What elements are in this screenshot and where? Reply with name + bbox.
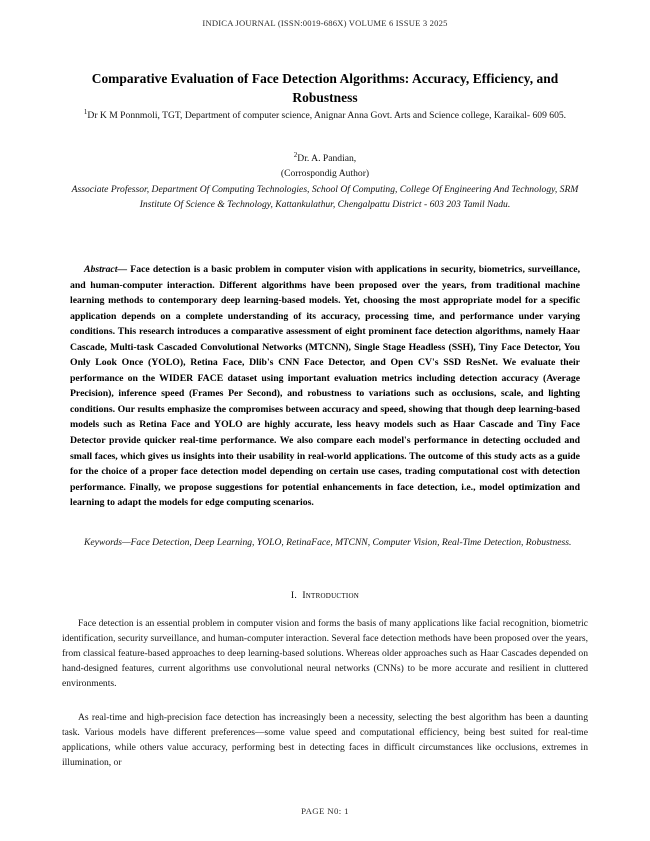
section-heading-introduction [62, 590, 588, 601]
running-header: INDICA JOURNAL (ISSN:0019-686X) VOLUME 6 ISSUE 3 2025 [202, 18, 448, 28]
body-paragraph: Face detection is an essential problem in computer vision and forms the basis of many applications like facial recognition, biometric identification, security surveillance, and human-computer interaction. Several face detection methods have been proposed over the years, from classical feature-based approaches to deep learning-based solutions. Whereas older approaches such as Haar Cascades depended on hand-designed features, current algorithms use convolutional neural networks (CNNs) to be more accurate and resilient in cluttered environments. [62, 617, 588, 689]
keywords-block [70, 535, 580, 550]
author-marker-2: 2 [293, 150, 298, 159]
author-affiliation-second-text: Associate Professor, Department Of Computing Technologies, School Of Computing, College Of Engineering And Technology, SRM Institute Of Science & Technology, Kattankulathur, Chengalpattu District - 603 203 Tamil Nadu. [71, 183, 579, 210]
page-footer: PAGE N0: 1 [301, 806, 349, 816]
section-number: I. [290, 590, 298, 601]
section-title: Introduction [302, 590, 360, 601]
author-name-second: Dr. A. Pandian, [297, 153, 357, 164]
keywords-label: Keywords— [84, 537, 131, 548]
author-marker-1: 1 [83, 107, 88, 116]
body-paragraph: As real-time and high-precision face detection has increasingly been a necessity, selecting the best algorithm has been a daunting task. Various models have different preferences—some value speed and computational efficiency, being best suited for real-time applications, while others value accuracy, performing best in detecting faces in difficult circumstances like occlusions, extremes in illumination, or [62, 711, 588, 768]
keywords-text: Face Detection, Deep Learning, YOLO, RetinaFace, MTCNN, Computer Vision, Real-Time Detection, Robustness. [130, 537, 572, 548]
author-affiliation-first-text: Dr K M Ponnmoli, TGT, Department of computer science, Anignar Anna Govt. Arts and Science college, Karaikal- 609 605. [87, 110, 567, 121]
abstract-label: Abstract— [84, 264, 128, 275]
corresponding-author-note: (Corrospondig Author) [280, 167, 370, 179]
author-affiliation-first [62, 108, 588, 123]
abstract-text: Face detection is a basic problem in computer vision with applications in security, biometrics, surveillance, and human-computer interaction. Different algorithms have been proposed over the years, from traditional machine learning methods to contemporary deep learning-based models. Yet, choosing the most appropriate model for a specific application depends on a complete understanding of its accuracy, processing time, and performance under varying conditions. This research introduces a comparative assessment of eight prominent face detection algorithms, namely Haar Cascade, Multi-task Cascaded Convolutional Networks (MTCNN), Single Stage Headless (SSH), Tiny Face Detector, You Only Look Once (YOLO), Retina Face, Dlib's CNN Face Detector, and Open CV's SSD ResNet. We evaluate their performance on the WIDER FACE dataset using important evaluation metrics including detection accuracy (Average Precision), inference speed (Frames Per Second), and robustness to variations such as occlusions, scale, and lighting conditions. Our results emphasize the compromises between accuracy and speed, showing that though deep learning-based models such as Retina Face and YOLO are highly accurate, less heavy models such as Haar Cascade and Tiny Face Detector provide quicker real-time performance. We also compare each model's performance in detecting occluded and small faces, which gives us insights into their usability in real-world applications. The outcome of this study acts as a guide for the choice of a proper face detection model depending on certain use cases, trading computational cost with detection performance. Finally, we propose suggestions for potential enhancements in face detection, i.e., model optimization and learning to adapt the models for edge computing scenarios. [70, 264, 580, 509]
author-name-second-line [62, 152, 588, 167]
author-affiliation-second [62, 152, 588, 213]
page-title: Comparative Evaluation of Face Detection Algorithms: Accuracy, Efficiency, and Robustness [91, 70, 559, 105]
abstract-block [70, 262, 580, 511]
